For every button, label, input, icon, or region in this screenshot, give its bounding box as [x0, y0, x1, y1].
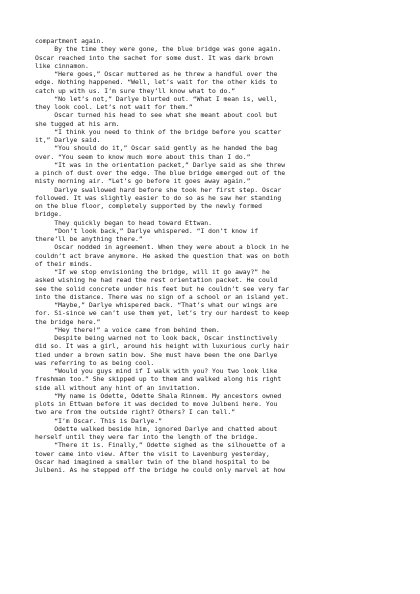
text-line: Oscar turned his head to see what she meant about cool but	[35, 111, 278, 120]
text-line: Oscar had imagined a smaller twin of the bland hospital to be	[35, 457, 270, 466]
text-line: “I’m Oscar. This is Darlye.”	[35, 416, 162, 425]
text-line: By the time they were gone, the blue bridge was gone again.	[35, 45, 282, 54]
text-line: see the solid concrete under his feet but he couldn’t see very far	[35, 284, 289, 293]
text-line: two are from the outside right? Others? I can tell.”	[35, 408, 236, 417]
text-line: for. Si-since we can’t use them yet, let’s try our hardest to keep	[35, 309, 289, 318]
text-line: there’ll be anything there.”	[35, 235, 143, 243]
text-line: “My name is Odette, Odette Shala Rinnem. My ancestors owned	[35, 391, 282, 400]
text-line: Oscar reached into the sachet for some dust. It was dark brown	[35, 53, 274, 62]
text-line: “Don’t look back,” Darlye whispered. “I don’t know if	[35, 226, 259, 235]
text-line: edge. Nothing happened. “Well, let’s wait for the other kids to	[35, 78, 278, 87]
text-line: of their minds.	[35, 259, 93, 268]
text-line: “Here goes,” Oscar muttered as he threw a handful over the	[35, 70, 278, 78]
text-line: like cinnamon.	[35, 61, 89, 70]
text-line: “It was in the orientation packet,” Darlye said as she threw	[35, 160, 286, 169]
text-line: couldn’t act brave anymore. He asked the question that was on both	[35, 251, 289, 260]
text-line: did so. It was a girl, around his height with luxurious curly hair	[35, 342, 289, 351]
text-line: “You should do it,” Oscar said gently as he handed the bag	[35, 144, 278, 153]
text-line: followed. It was slightly easier to do so as he saw her standing	[35, 193, 282, 202]
text-line: tower came into view. After the visit to Lavenburg yesterday,	[35, 449, 270, 458]
text-line: “There it is. Finally,” Odette sighed as the silhouette of a	[35, 441, 286, 450]
text-line: They quickly began to head toward Ettwan.	[35, 218, 212, 227]
text-line: herself until they were far into the length of the bridge.	[35, 433, 259, 441]
text-line: it,” Darlye said.	[35, 136, 101, 144]
text-line: misty morning air. “Let’s go before it goes away again.”	[35, 177, 251, 186]
text-line: Despite being warned not to look back, Oscar instinctively	[35, 334, 278, 342]
text-line: into the distance. There was no sign of a school or an island yet.	[35, 292, 289, 301]
text-line: asked wishing he had read the rest orientation packet. He could	[35, 276, 278, 285]
text-line: “Maybe,” Darlye whispered back. “That’s what our wings are	[35, 301, 278, 309]
text-line: Darlye swallowed hard before she took her first step. Oscar	[35, 185, 282, 194]
document-page	[35, 37, 387, 474]
text-line: “No let’s not,” Darlye blurted out. “What I mean is, well,	[35, 94, 278, 103]
text-line: “I think you need to think of the bridge before you scatter	[35, 127, 282, 136]
text-line: side all without any hint of an invitation.	[35, 383, 201, 392]
text-line: “Would you guys mind if I walk with you? You two look like	[35, 367, 278, 375]
text-line: they look cool. Let’s not wait for them.”	[35, 103, 193, 111]
text-line: “Hey there!” a voice came from behind them.	[35, 325, 220, 334]
text-line: plots in Ettwan before it was decided to move Julbeni here. You	[35, 400, 278, 408]
text-line: Oscar nodded in agreement. When they were about a block in he	[35, 243, 289, 252]
text-line: the bridge here.”	[35, 317, 101, 326]
text-line: freshman too.” She skipped up to them and walked along his right	[35, 375, 282, 384]
text-line: Julbeni. As he stepped off the bridge he could only marvel at how	[35, 466, 286, 474]
text-line: on the blue floor, completely supported by the newly formed	[35, 202, 263, 210]
text-line: a pinch of dust over the edge. The blue bridge emerged out of the	[35, 169, 286, 177]
text-line: tied under a brown satin bow. She must have been the one Darlye	[35, 350, 278, 359]
text-line: over. “You seem to know much more about this than I do.”	[35, 152, 251, 161]
text-line: was referring to as being cool.	[35, 358, 155, 367]
text-line: compartment again.	[35, 37, 105, 45]
text-line: “If we stop envisioning the bridge, will it go away?” he	[35, 268, 270, 276]
text-line: she tugged at his arm.	[35, 119, 120, 128]
text-line: Odette walked beside him, ignored Darlye and chatted about	[35, 424, 278, 433]
text-line: catch up with us. I’m sure they’ll know what to do.”	[35, 86, 236, 95]
text-line: bridge.	[35, 210, 62, 219]
